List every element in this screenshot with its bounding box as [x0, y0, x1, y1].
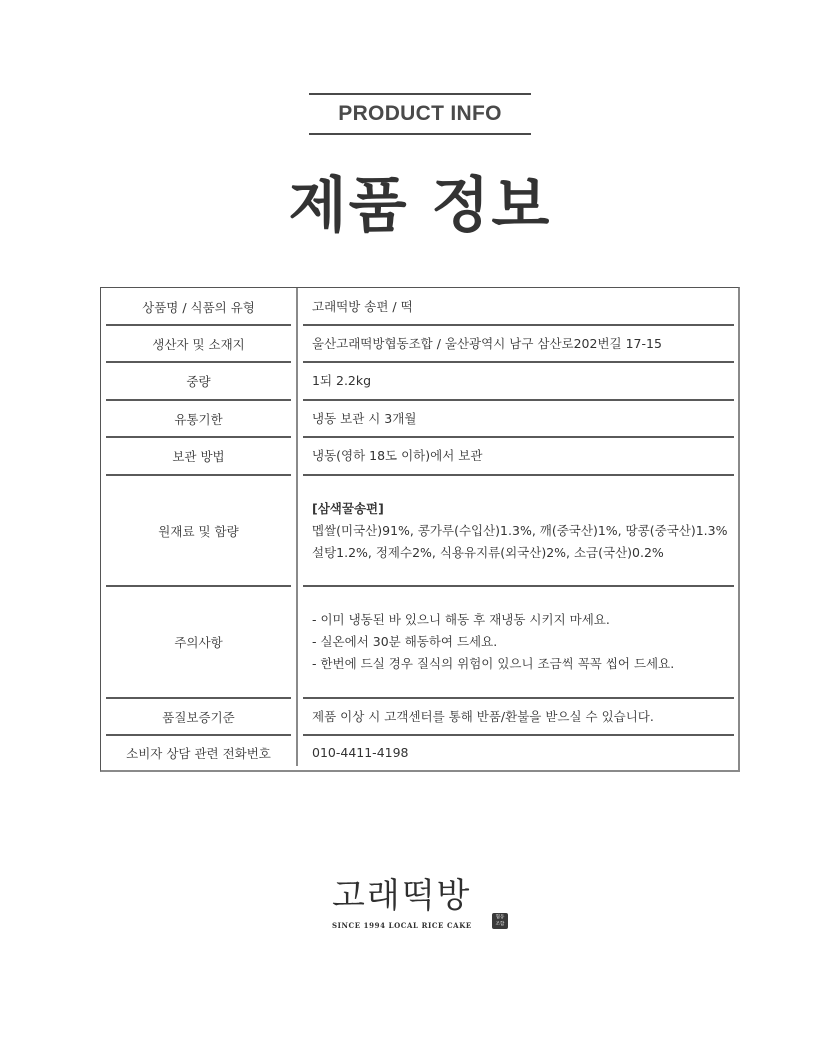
- value-line: 1되 2.2kg: [312, 373, 372, 388]
- eyebrow-label: PRODUCT INFO: [338, 102, 502, 125]
- row-value: [312, 362, 732, 400]
- table-row-expiry: [101, 400, 738, 437]
- seal-text: 협동: [495, 915, 505, 920]
- value-line: - 이미 냉동된 바 있으니 해동 후 재냉동 시키지 마세요.: [312, 612, 610, 627]
- value-line: - 한번에 드실 경우 질식의 위험이 있으니 조금씩 꼭꼭 씹어 드세요.: [312, 656, 675, 671]
- product-info-table: [100, 287, 740, 772]
- seal-text: 조합: [495, 922, 505, 927]
- page-title: 제품 정보: [288, 171, 552, 241]
- value-heading: [삼색꿀송편]: [312, 500, 384, 516]
- row-value: [312, 325, 732, 362]
- table-row-cautions: [101, 586, 738, 698]
- brand-logo: [332, 877, 512, 935]
- logo-wordmark: 고래떡방: [332, 876, 472, 916]
- row-value: [312, 288, 732, 325]
- table-row-weight: [101, 362, 738, 400]
- row-label: 생산자 및 소재지: [152, 336, 245, 352]
- table-row-producer: [101, 325, 738, 362]
- row-value: [312, 586, 732, 698]
- table-row-storage: [101, 437, 738, 475]
- value-line: 냉동(영하 18도 이하)에서 보관: [312, 448, 483, 463]
- row-label: 중량: [186, 374, 211, 389]
- eyebrow-bottom-rule: [309, 133, 531, 135]
- row-label: 상품명 / 식품의 유형: [142, 299, 255, 315]
- phone-number: 010-4411-4198: [312, 744, 409, 760]
- row-value: [312, 735, 732, 770]
- logo-tagline: SINCE 1994 LOCAL RICE CAKE: [332, 921, 472, 930]
- cooperative-seal-icon: [492, 913, 508, 929]
- row-value: [312, 698, 732, 735]
- eyebrow-top-rule: [309, 93, 531, 95]
- value-line: 울산고래떡방협동조합 / 울산광역시 남구 삼산로202번길 17-15: [312, 335, 662, 351]
- value-line: 멥쌀(미국산)91%, 콩가루(수입산)1.3%, 깨(중국산)1%, 땅콩(중국산)1.3%: [312, 522, 728, 538]
- table-row-product-name: [101, 288, 738, 325]
- table-row-quality: [101, 698, 738, 735]
- value-line: 고래떡방 송편 / 떡: [312, 298, 413, 314]
- table-row-ingredients: [101, 475, 738, 586]
- value-line: 설탕1.2%, 정제수2%, 식용유지류(외국산)2%, 소금(국산)0.2%: [312, 544, 664, 560]
- value-line: - 실온에서 30분 해동하여 드세요.: [312, 634, 498, 649]
- table-row-phone: [101, 735, 738, 770]
- row-label: 원재료 및 함량: [158, 523, 239, 539]
- section-eyebrow: [309, 93, 531, 135]
- row-label: 소비자 상담 관련 전화번호: [126, 745, 271, 761]
- row-label: 주의사항: [174, 635, 223, 650]
- row-label: 보관 방법: [172, 449, 225, 464]
- value-line: 냉동 보관 시 3개월: [312, 410, 417, 426]
- row-value: [312, 437, 732, 475]
- row-value: [312, 400, 732, 437]
- value-line: 제품 이상 시 고객센터를 통해 반품/환불을 받으실 수 있습니다.: [312, 708, 654, 724]
- row-value: [312, 475, 732, 586]
- row-label: 품질보증기준: [162, 709, 235, 725]
- row-label: 유통기한: [174, 411, 223, 427]
